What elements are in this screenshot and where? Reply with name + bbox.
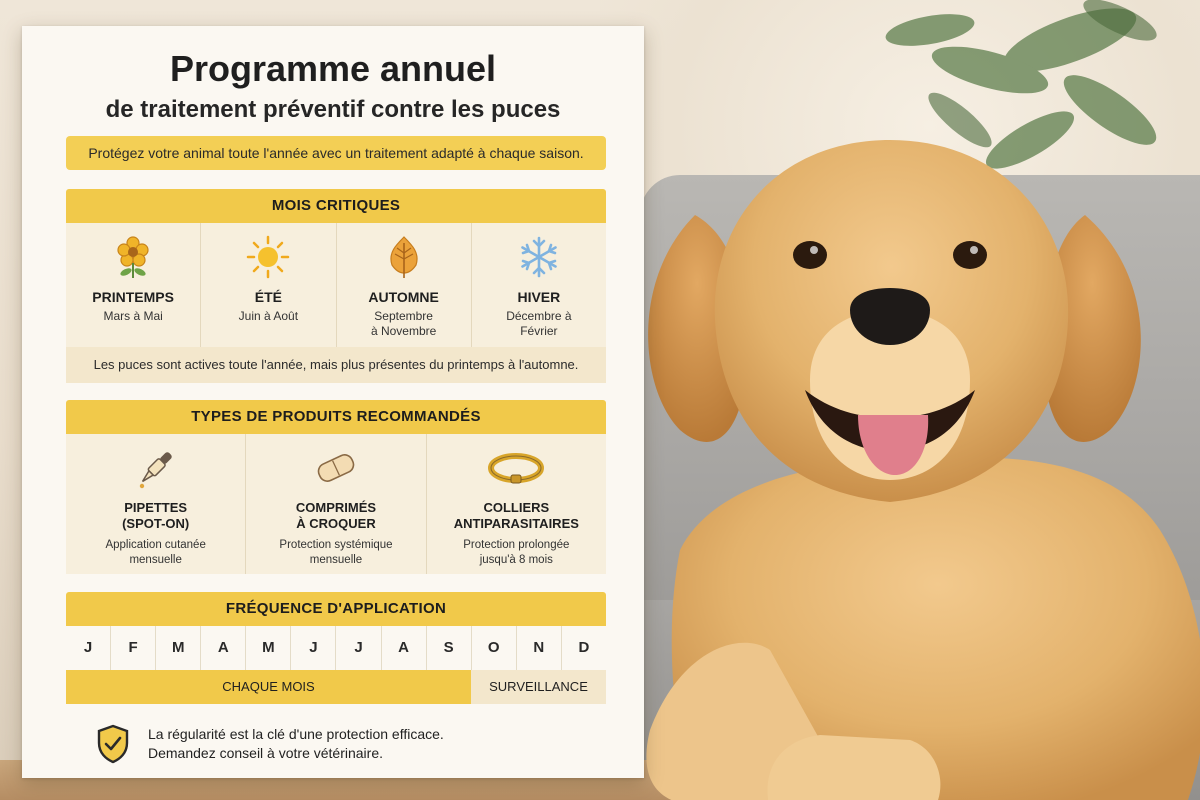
poster-tagline: Protégez votre animal toute l'année avec un traitement adapté à chaque saison. <box>66 136 606 170</box>
product-name-line2: ANTIPARASITAIRES <box>453 516 579 531</box>
month-cell: J <box>336 626 381 670</box>
product-name-line1: COMPRIMÉS <box>295 500 377 515</box>
product-desc-line2: mensuelle <box>309 554 363 566</box>
season-winter <box>472 223 606 347</box>
poster-title: Programme annuel <box>169 48 497 89</box>
product-desc <box>246 538 425 568</box>
product-name <box>246 500 425 532</box>
month-cell: F <box>111 626 156 670</box>
flea-treatment-poster <box>22 26 644 778</box>
critical-months-panel <box>66 223 606 383</box>
product-collars <box>427 434 606 574</box>
month-cell: A <box>201 626 246 670</box>
season-months-line1: Septembre <box>374 309 433 323</box>
season-months-line2: Février <box>520 324 558 338</box>
poster-footer <box>96 722 596 766</box>
product-name-line1: COLLIERS <box>483 500 550 515</box>
flower-icon <box>113 235 153 279</box>
month-cell: M <box>246 626 291 670</box>
frequency-panel <box>66 626 606 704</box>
season-spring <box>66 223 201 347</box>
footer-line1: La régularité est la clé d'une protection efficace. <box>148 726 444 742</box>
product-name-line2: À CROQUER <box>296 516 376 531</box>
product-name <box>66 500 245 532</box>
shield-check-icon <box>96 724 130 764</box>
season-name: AUTOMNE <box>368 289 439 305</box>
months-row <box>66 626 606 670</box>
product-desc <box>66 538 245 568</box>
month-cell: S <box>427 626 472 670</box>
frequency-bars <box>66 670 606 704</box>
product-desc-line1: Protection prolongée <box>463 539 570 551</box>
monthly-bar: CHAQUE MOIS <box>66 670 471 704</box>
season-autumn <box>337 223 472 347</box>
month-cell: J <box>66 626 111 670</box>
month-cell: A <box>382 626 427 670</box>
tablet-icon <box>312 446 360 490</box>
product-desc <box>427 538 606 568</box>
sun-icon <box>246 235 290 279</box>
month-cell: D <box>578 639 590 656</box>
product-desc-line1: Application cutanée <box>105 539 206 551</box>
season-months: Mars à Mai <box>103 309 163 323</box>
season-months: Juin à Août <box>238 309 299 323</box>
season-name: ÉTÉ <box>254 289 282 305</box>
season-months-line1: Décembre à <box>506 309 572 323</box>
month-cell: M <box>156 626 201 670</box>
golden-retriever-dog <box>620 130 1200 800</box>
season-months <box>337 309 471 339</box>
season-summer <box>201 223 336 347</box>
leaf-icon <box>384 235 424 279</box>
product-desc-line1: Protection systémique <box>279 539 393 551</box>
critical-months-heading: MOIS CRITIQUES <box>66 189 606 223</box>
surveillance-bar: SURVEILLANCE <box>471 670 606 704</box>
product-desc-line2: mensuelle <box>129 554 182 566</box>
pipette-icon <box>134 446 178 490</box>
month-cell: J <box>291 626 336 670</box>
products-panel <box>66 434 606 574</box>
month-cell: O <box>472 626 517 670</box>
products-heading: TYPES DE PRODUITS RECOMMANDÉS <box>66 400 606 434</box>
poster-subtitle: de traitement préventif contre les puces <box>105 96 561 123</box>
month-cell: N <box>517 626 562 670</box>
collar-icon <box>487 446 545 490</box>
season-note: Les puces sont actives toute l'année, mais plus présentes du printemps à l'automne. <box>66 347 606 383</box>
footer-text <box>148 725 444 763</box>
product-desc-line2: jusqu'à 8 mois <box>479 554 553 566</box>
season-name: HIVER <box>517 289 561 305</box>
product-name <box>427 500 606 532</box>
product-name-line2: (SPOT-ON) <box>122 516 190 531</box>
product-tablets <box>246 434 426 574</box>
product-name-line1: PIPETTES <box>124 500 188 515</box>
frequency-heading: FRÉQUENCE D'APPLICATION <box>66 592 606 626</box>
snowflake-icon <box>517 235 561 279</box>
season-months <box>472 309 606 339</box>
season-months-line2: à Novembre <box>370 324 437 338</box>
footer-line2: Demandez conseil à votre vétérinaire. <box>148 745 384 761</box>
product-pipettes <box>66 434 246 574</box>
season-name: PRINTEMPS <box>92 289 174 305</box>
